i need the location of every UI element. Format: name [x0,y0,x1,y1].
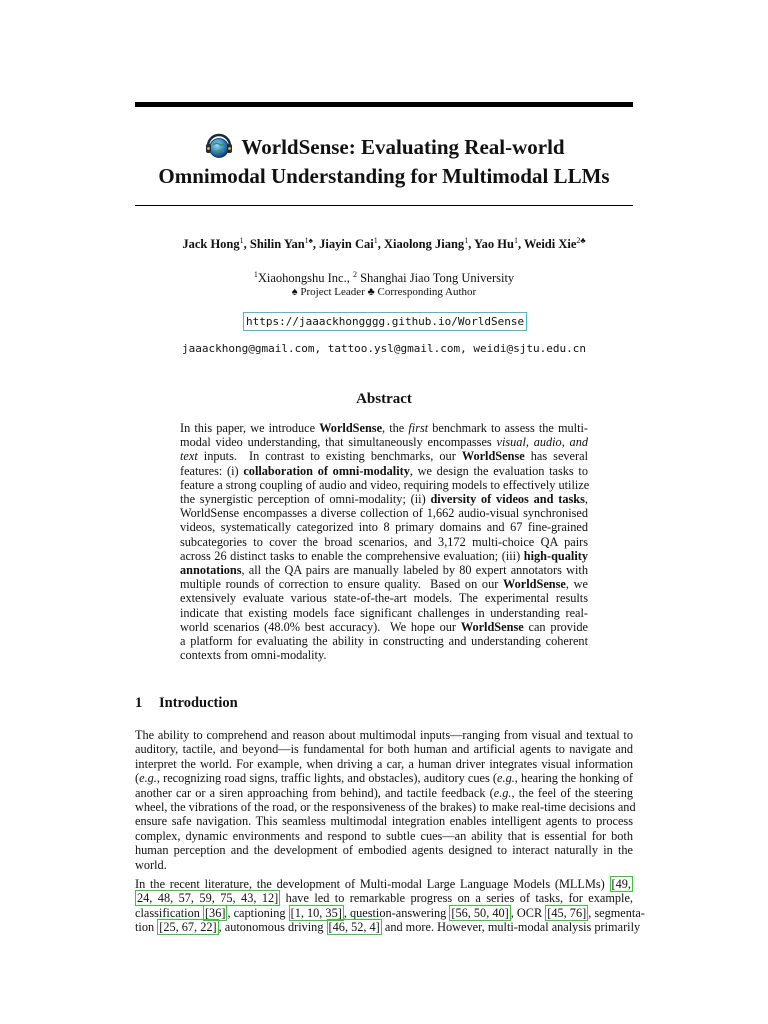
citation-link[interactable]: [56, 50, 40] [451,905,509,920]
body-line: complex, dynamic environments and respond to subtle cues—an ability that is essential for both [135,828,633,843]
author-list: Jack Hong$^1$, Shilin Yan$^{1♠}$, Jiayin Cai$^1$, Xiaolong Jiang$^1$, Yao Hu$^1$, Weidi Xie$^{2♣}$ [182,236,586,252]
author-mark: 1♠ [304,236,313,245]
body-text-span: , OCR [510,905,546,920]
body-line [135,891,633,905]
intro-paragraph-2 [135,877,645,935]
body-text-span: , question-answering [343,905,450,920]
body-line: auditory, tactile, and beyond—is fundamental for both human and artificial agents to navigate and [135,742,633,757]
section-title: Introduction [159,695,238,711]
citation-link[interactable]: [46, 52, 4] [328,920,380,935]
author-mark: 2♣ [576,236,586,245]
intro-paragraph-1 [135,728,636,872]
citation-link[interactable]: [49, [611,877,631,891]
abstract-line: features: (i) collaboration of omni-modality, we design the evaluation tasks to [180,463,588,478]
abstract-line: a platform for evaluating the ability in constructing and understanding coherent [180,634,588,649]
author-mark: 1 [464,236,469,245]
author-name: Jack Hong [182,237,240,252]
citation-link[interactable]: [45, 76] [547,905,587,920]
author-mark: 1 [239,236,244,245]
title-line-1 [135,130,633,162]
abstract-line: across 26 distinct tasks to enable the comprehensive evaluation; (iii) high-quality [180,548,588,563]
body-line: interpret the world. For example, when driving a car, a human driver integrates visual information [135,756,633,771]
abstract-line: world scenarios (48.0% best accuracy). We hope our WorldSense can provide [180,619,588,634]
affiliations [135,270,633,286]
author-name: Jiayin Cai [319,237,374,252]
affiliation-mark: 1 [253,270,258,279]
body-line: human perception and the development of embodied agents designed to interact naturally in the [135,843,633,858]
body-line [135,920,641,935]
body-text-span: , segmenta- [588,905,645,920]
author-name: Shilin Yan [249,237,305,252]
citation-link[interactable]: 24, 48, 57, 59, 75, 43, 12] [137,891,279,906]
body-line: another car or a siren approaching from behind), and tactile feedback (e.g., the feel of the steering [135,785,633,800]
project-url-link[interactable]: https://jaaackhongggg.github.io/WorldSense [243,312,527,331]
title-top-rule [135,102,633,107]
author-name: Xiaolong Jiang [383,237,465,252]
body-text-span: and more. However, multi-modal analysis primarily [381,920,641,935]
globe-with-headphones-icon [203,130,235,162]
body-line: world. [135,857,167,872]
body-text-span: have led to remarkable progress on a series of tasks, for example, [280,891,633,906]
abstract-line: extensively evaluate various state-of-the-art models. The experimental results [180,591,588,606]
body-text-span: classification [135,905,203,920]
abstract-line: text inputs. In contrast to existing benchmarks, our WorldSense has several [180,449,588,464]
title-text-1: WorldSense: Evaluating Real-world [241,135,565,159]
affiliation-mark: 2 [352,270,357,279]
paper-title [135,130,633,190]
body-text-span: tion [135,920,158,935]
abstract-line: indicate that existing models face significant challenges in understanding real- [180,605,588,620]
body-line: ensure safe navigation. This seamless multimodal integration enables intelligent agents to process [135,814,633,829]
body-text-span: In the recent literature, the development of Multi-modal Large Language Models (MLLMs) [135,877,610,891]
body-text-span: , autonomous driving [218,920,327,935]
abstract-line: modal video understanding, that simultaneously encompasses visual, audio, and [180,435,588,450]
abstract-heading: Abstract [356,391,412,407]
citation-link[interactable]: [25, 67, 22] [159,920,217,935]
abstract-line: contexts from omni-modality. [180,648,327,663]
author-name: Weidi Xie [523,237,577,252]
body-line: The ability to comprehend and reason about multimodal inputs—ranging from visual and textual to [135,728,633,742]
body-line: wheel, the vibrations of the road, or the responsiveness of the brakes) to make real-time decisions and [135,800,636,815]
body-text-span: , captioning [227,905,289,920]
body-line [135,877,633,891]
abstract-body [180,421,588,662]
abstract-line: videos, systematically categorized into 8 primary domains and 67 fine-grained [180,520,588,535]
author-mark: 1 [513,236,518,245]
section-heading-introduction [135,695,238,712]
abstract-line: multiple rounds of correction to ensure quality. Based on our WorldSense, we [180,577,588,592]
abstract-line: In this paper, we introduce WorldSense, the first benchmark to assess the multi- [180,421,589,435]
author-roles: ♠ Project Leader ♣ Corresponding Author [291,286,477,298]
abstract-line: annotations, all the QA pairs are manually labeled by 80 expert annotators with [180,563,588,578]
author-emails: jaaackhong@gmail.com, tattoo.ysl@gmail.com, weidi@sjtu.edu.cn [182,342,586,355]
affiliation-2: Shanghai Jiao Tong University [356,271,515,286]
title-line-2: Omnimodal Understanding for Multimodal LLMs [158,164,610,188]
citation-link[interactable]: [1, 10, 35] [290,905,342,920]
affiliation-1: Xiaohongshu Inc., [257,271,353,286]
body-line [135,905,645,920]
body-line: (e.g., recognizing road signs, traffic lights, and obstacles), auditory cues (e.g., hearing the honking of [135,771,633,786]
title-bottom-rule [135,205,633,206]
author-name: Yao Hu [473,237,514,252]
abstract-line: WorldSense encompasses a diverse collection of 1,662 audio-visual synchronised [180,506,588,521]
citation-link[interactable]: [36] [204,905,226,920]
author-mark: 1 [373,236,378,245]
abstract-line: subcategories to cover the broad scenarios, and 3,172 multi-choice QA pairs [180,534,588,549]
abstract-line: feature a strong coupling of audio and video, requiring models to effectively utilize [180,477,590,492]
section-number: 1 [135,695,143,711]
abstract-line: the synergistic perception of omni-modality; (ii) diversity of videos and tasks, [180,492,588,507]
